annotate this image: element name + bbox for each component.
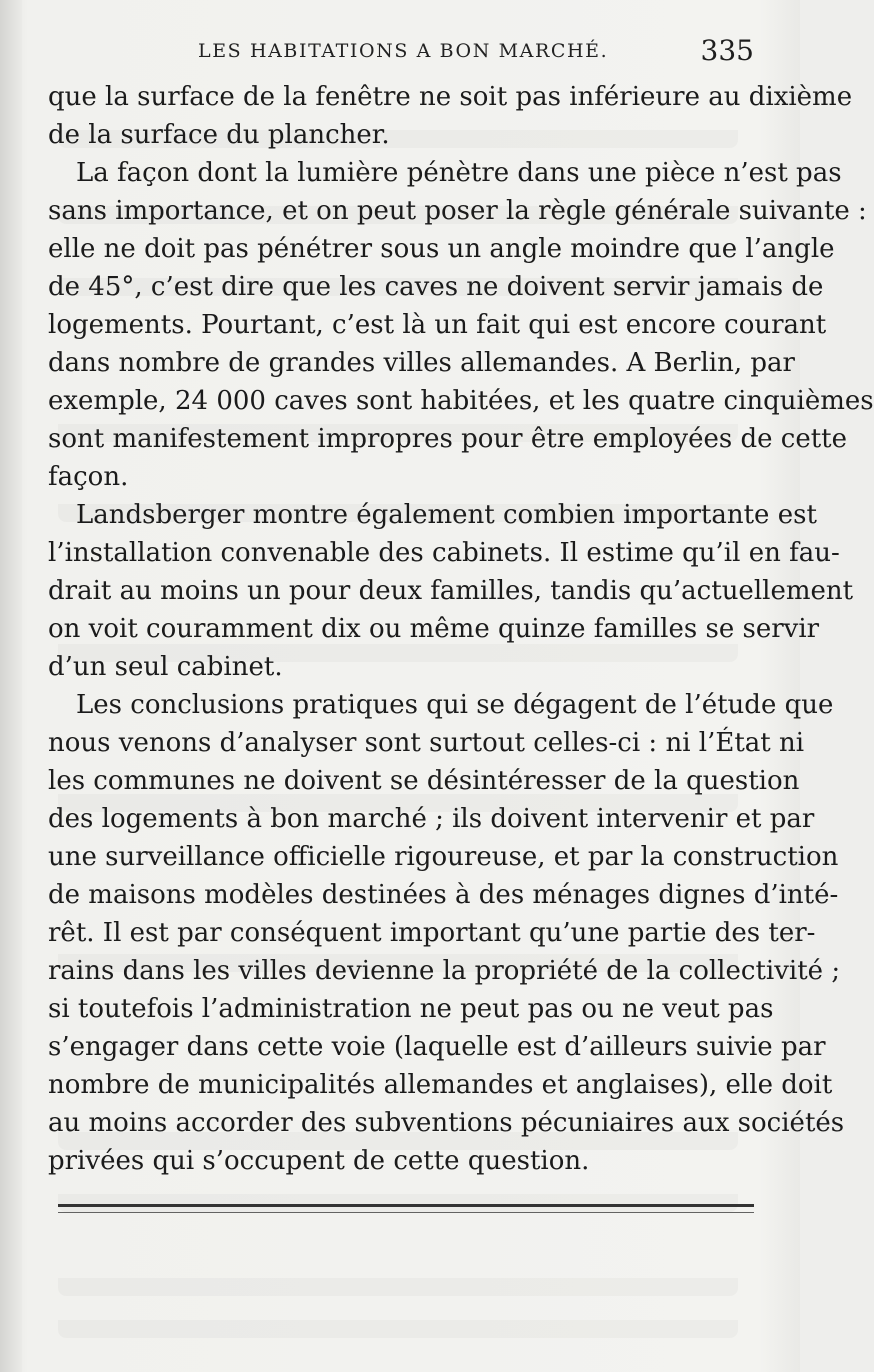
text-line: des logements à bon marché ; ils doivent intervenir et par — [48, 804, 815, 834]
paragraph-start-line: La façon dont la lumière pénètre dans une pièce n’est pas — [76, 158, 842, 188]
text-line: façon. — [48, 462, 129, 492]
main-text — [48, 78, 874, 1180]
text-line: nombre de municipalités allemandes et anglaises), elle doit — [48, 1070, 833, 1100]
text-line: exemple, 24 000 caves sont habitées, et les quatre cinquièmes — [48, 386, 874, 416]
text-line: que la surface de la fenêtre ne soit pas inférieure au dixième — [48, 82, 853, 112]
paragraph-start-line: Landsberger montre également combien importante est — [76, 500, 817, 530]
footnote-separator-rule — [58, 1204, 754, 1207]
text-line: sans importance, et on peut poser la règle générale suivante : — [48, 196, 867, 226]
paragraph-start-line: Les conclusions pratiques qui se dégagent de l’étude que — [76, 690, 834, 720]
running-title: LES HABITATIONS A BON MARCHÉ. — [198, 40, 609, 62]
text-line: de la surface du plancher. — [48, 120, 390, 150]
text-line: si toutefois l’administration ne peut pas ou ne veut pas — [48, 994, 774, 1024]
text-line: rains dans les villes devienne la propriété de la collectivité ; — [48, 956, 841, 986]
text-line: logements. Pourtant, c’est là un fait qui est encore courant — [48, 310, 827, 340]
text-line: une surveillance officielle rigoureuse, et par la construction — [48, 842, 839, 872]
page-gutter-shadow — [0, 0, 22, 1372]
text-line: de 45°, c’est dire que les caves ne doivent servir jamais de — [48, 272, 824, 302]
text-line: sont manifestement impropres pour être employées de cette — [48, 424, 848, 454]
show-through-band — [58, 1244, 738, 1296]
text-line: rêt. Il est par conséquent important qu’une partie des ter- — [48, 918, 816, 948]
page-number: 335 — [700, 34, 754, 67]
text-line: l’installation convenable des cabinets. Il estime qu’il en fau- — [48, 538, 840, 568]
text-line: drait au moins un pour deux familles, tandis qu’actuellement — [48, 576, 854, 606]
text-line: dans nombre de grandes villes allemandes. A Berlin, par — [48, 348, 795, 378]
text-line: de maisons modèles destinées à des ménages dignes d’inté- — [48, 880, 839, 910]
text-line: privées qui s’occupent de cette question. — [48, 1146, 590, 1176]
running-header — [48, 34, 754, 78]
show-through-band — [58, 1286, 738, 1338]
text-line: on voit couramment dix ou même quinze familles se servir — [48, 614, 820, 644]
text-line: nous venons d’analyser sont surtout celles-ci : ni l’État ni — [48, 728, 805, 758]
text-line: au moins accorder des subventions pécuniaires aux sociétés — [48, 1108, 845, 1138]
text-line: s’engager dans cette voie (laquelle est d’ailleurs suivie par — [48, 1032, 826, 1062]
text-line: elle ne doit pas pénétrer sous un angle moindre que l’angle — [48, 234, 835, 264]
text-line: d’un seul cabinet. — [48, 652, 283, 682]
footnote-separator-hairline — [58, 1212, 754, 1213]
text-line: les communes ne doivent se désintéresser de la question — [48, 766, 800, 796]
